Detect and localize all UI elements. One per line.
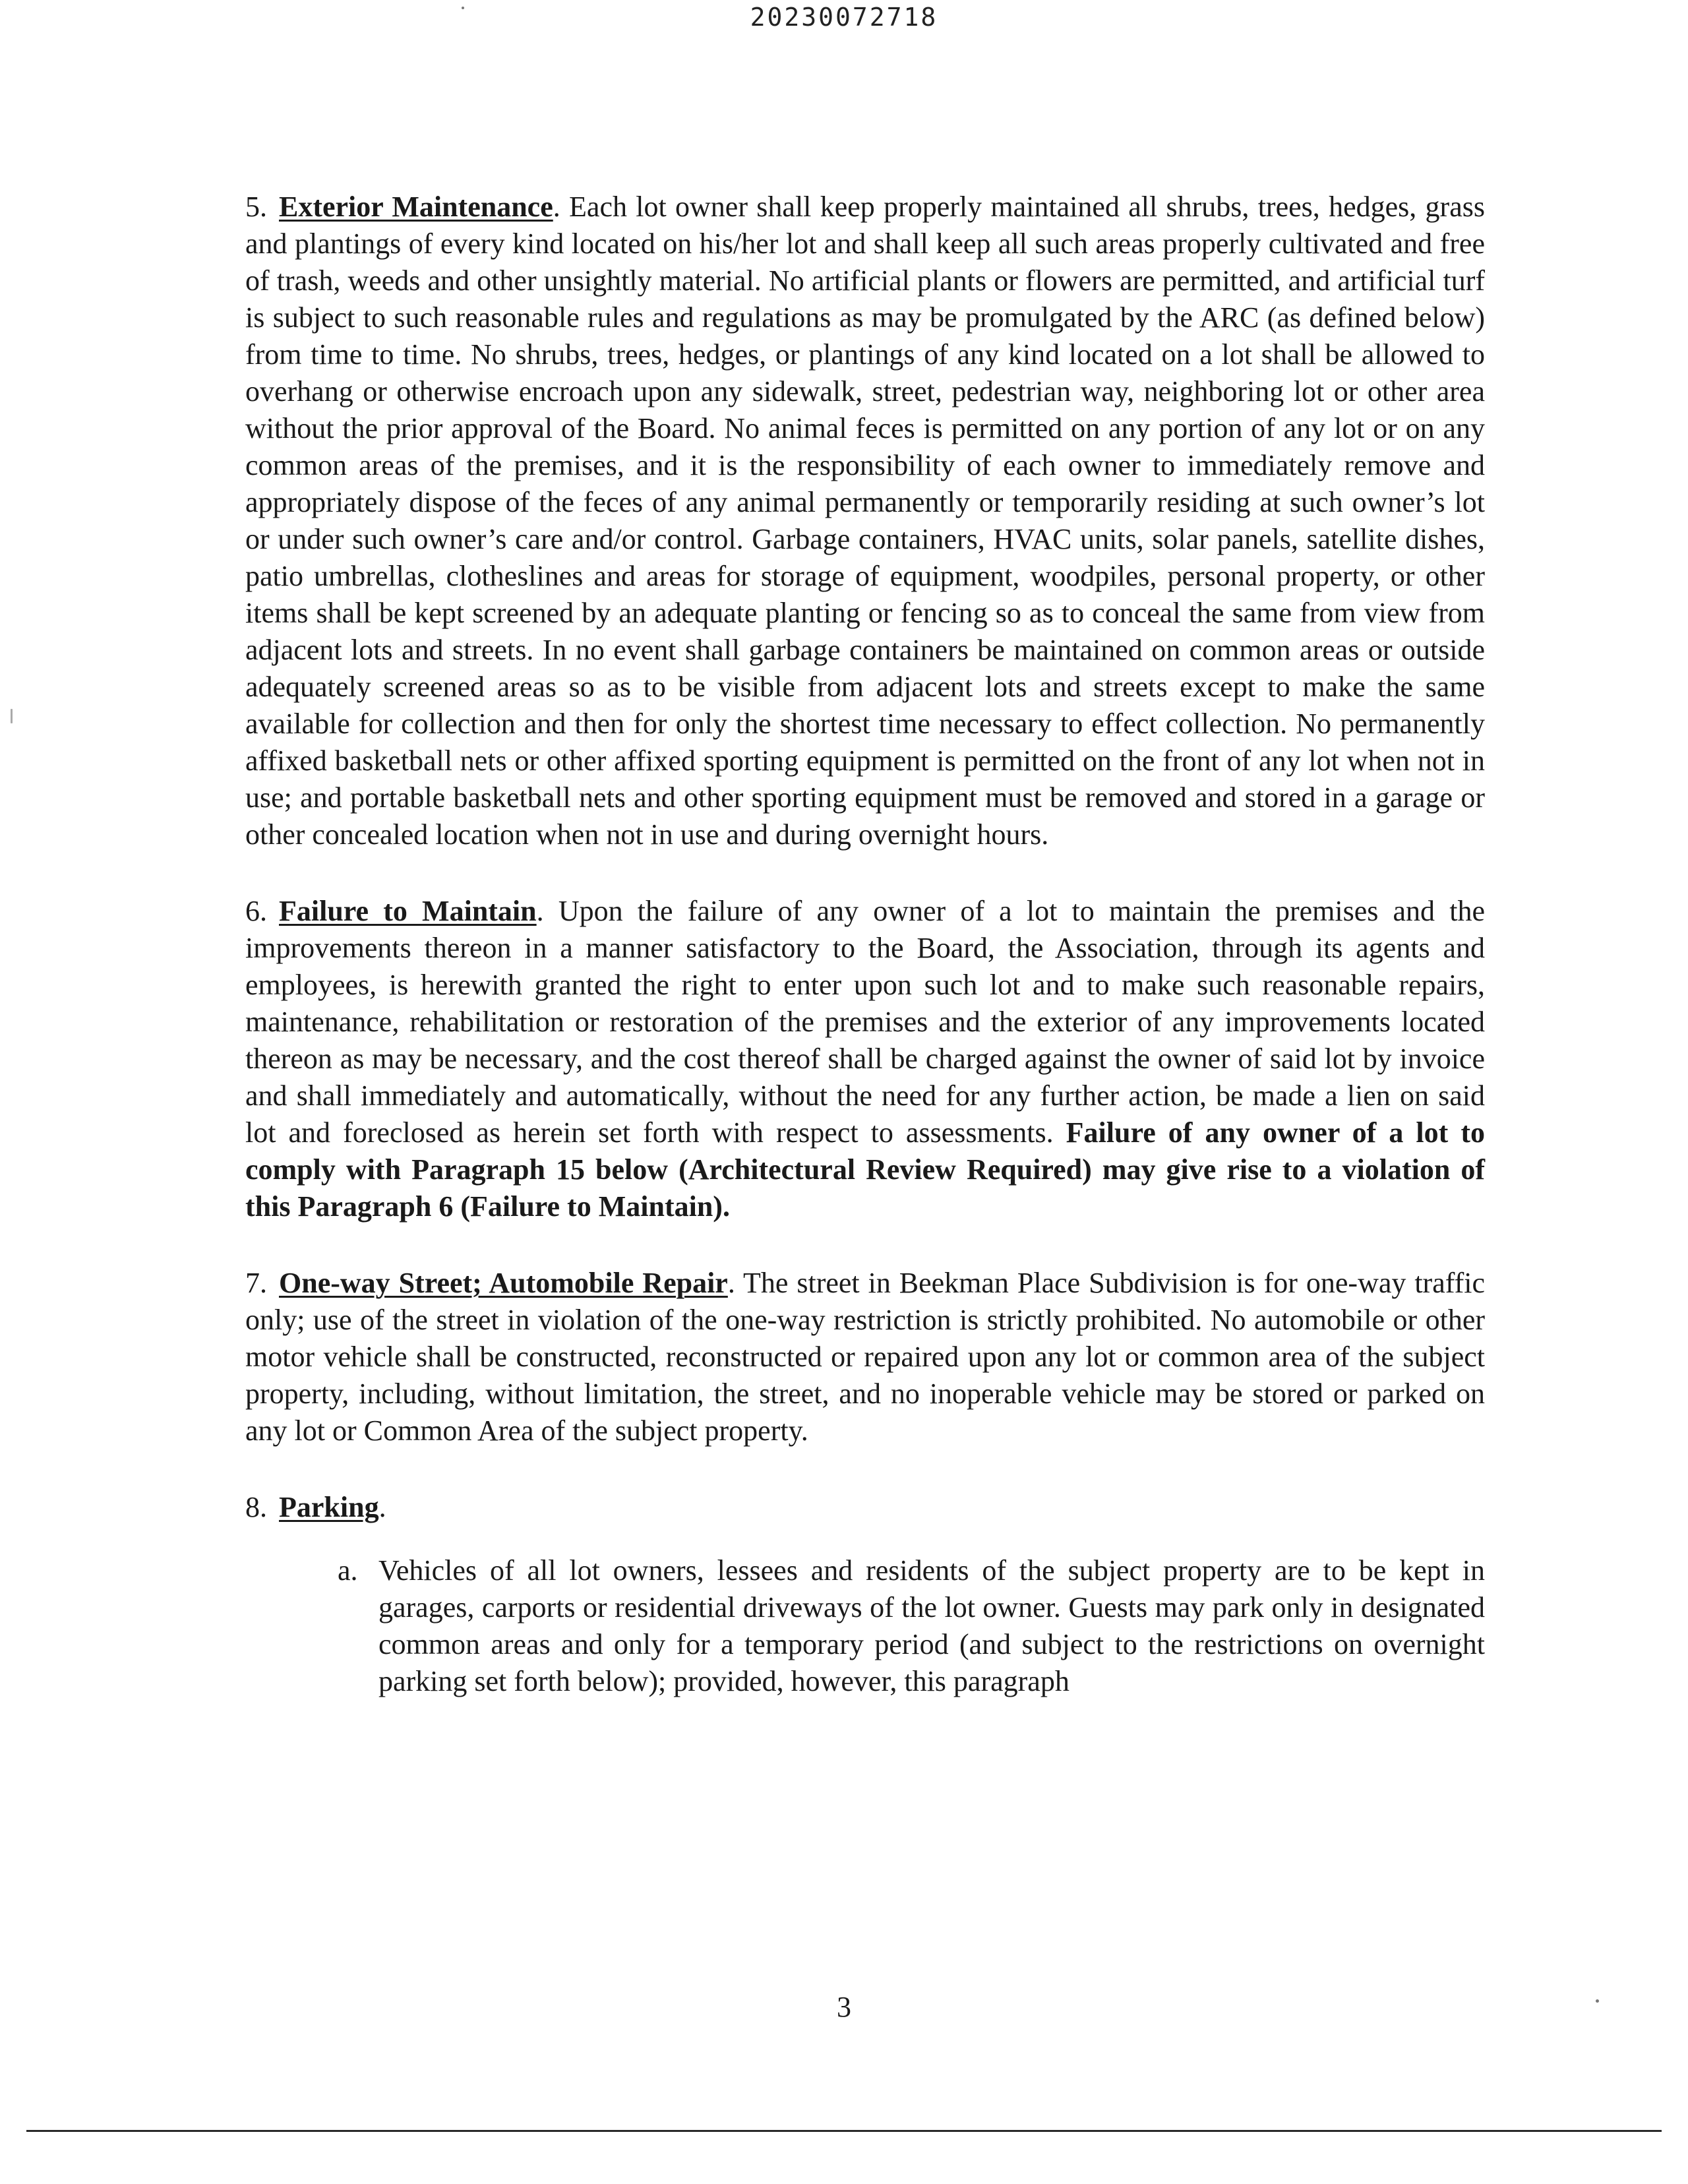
section-text: . Upon the failure of any owner of a lot to maintain the premises and the improvements thereon in a manner satisfactory to the Board, the Association, through its agents and employees, is herewith granted the right to enter upon such lot and to make such reasonable repairs, maintenance, rehabilitation or restoration of the premises and the exterior of any improvements located thereon as may be necessary, and the cost thereof shall be charged against the owner of said lot by invoice and shall immediately and automatically, without the need for any further action, be made a lien on said lot and foreclosed as herein set forth with respect to assessments. (245, 895, 1485, 1149)
section-number: 7. (245, 1267, 267, 1299)
section-number: 6. (245, 895, 267, 927)
section-heading: Failure to Maintain (279, 895, 537, 927)
bottom-rule (26, 2130, 1662, 2132)
document-body (245, 189, 1485, 1740)
section-paragraph (245, 893, 1485, 1225)
section-failure-to-maintain (245, 893, 1485, 1225)
section-number: 5. (245, 191, 267, 223)
document-number: 20230072718 (750, 3, 938, 32)
section-heading: One-way Street; Automobile Repair (279, 1267, 728, 1299)
subsection-label: a. (338, 1554, 358, 1587)
section-heading: Parking (279, 1491, 379, 1523)
scan-speck (11, 709, 13, 723)
section-paragraph (245, 1489, 1485, 1526)
subsection-text: Vehicles of all lot owners, lessees and residents of the subject property are to be kept in garages, carports or residential driveways of the lot owner. Guests may park only in designated common areas and only for a temporary period (and subject to the restrictions on overnight parking set forth below); provided, however, this paragraph (378, 1554, 1485, 1697)
section-paragraph (245, 189, 1485, 853)
page-number: 3 (837, 1991, 851, 2023)
section-paragraph (245, 1265, 1485, 1449)
section-text: . The street in Beekman Place Subdivision is for one-way traffic only; use of the street in violation of the one-way restriction is strictly prohibited. No automobile or other motor vehicle shall be constructed, reconstructed or repaired upon any lot or common area of the subject property, including, without limitation, the street, and no inoperable vehicle may be stored or parked on any lot or Common Area of the subject property. (245, 1267, 1486, 1447)
section-number: 8. (245, 1491, 267, 1523)
section-text: . (378, 1491, 386, 1523)
subsection-item (338, 1552, 1485, 1700)
section-heading: Exterior Maintenance (279, 191, 553, 223)
section-exterior-maintenance (245, 189, 1485, 853)
section-one-way-street (245, 1265, 1485, 1449)
scan-speck (462, 7, 464, 9)
section-text: . Each lot owner shall keep properly maintained all shrubs, trees, hedges, grass and plantings of every kind located on his/her lot and shall keep all such areas properly cultivated and free of trash, weeds and other unsightly material. No artificial plants or flowers are permitted, and artificial turf is subject to such reasonable rules and regulations as may be promulgated by the ARC (as defined below) from time to time. No shrubs, trees, hedges, or plantings of any kind located on a lot shall be allowed to overhang or otherwise encroach upon any sidewalk, street, pedestrian way, neighboring lot or other area without the prior approval of the Board. No animal feces is permitted on any portion of any lot or on any common areas of the premises, and it is the responsibility of each owner to immediately remove and appropriately dispose of the feces of any animal permanently or temporarily residing at such owner’s lot or under such owner’s care and/or control. Garbage containers, HVAC units, solar panels, satellite dishes, patio umbrellas, clotheslines and areas for storage of equipment, woodpiles, personal property, or other items shall be kept screened by an adequate planting or fencing so as to conceal the same from view from adjacent lots and streets. In no event shall garbage containers be maintained on common areas or outside adequately screened areas so as to be visible from adjacent lots and streets except to make the same available for collection and then for only the shortest time necessary to effect collection. No permanently affixed basketball nets or other affixed sporting equipment is permitted on the front of any lot when not in use; and portable basketball nets and other sporting equipment must be removed and stored in a garage or other concealed location when not in use and during overnight hours. (245, 191, 1485, 851)
section-bold-text: Failure of any owner of a lot to comply with Paragraph 15 below (Architectural Review Required) may give rise to a violation of this Paragraph 6 (Failure to Maintain). (245, 1116, 1486, 1223)
section-parking (245, 1489, 1485, 1700)
scan-speck (1596, 1999, 1599, 2003)
